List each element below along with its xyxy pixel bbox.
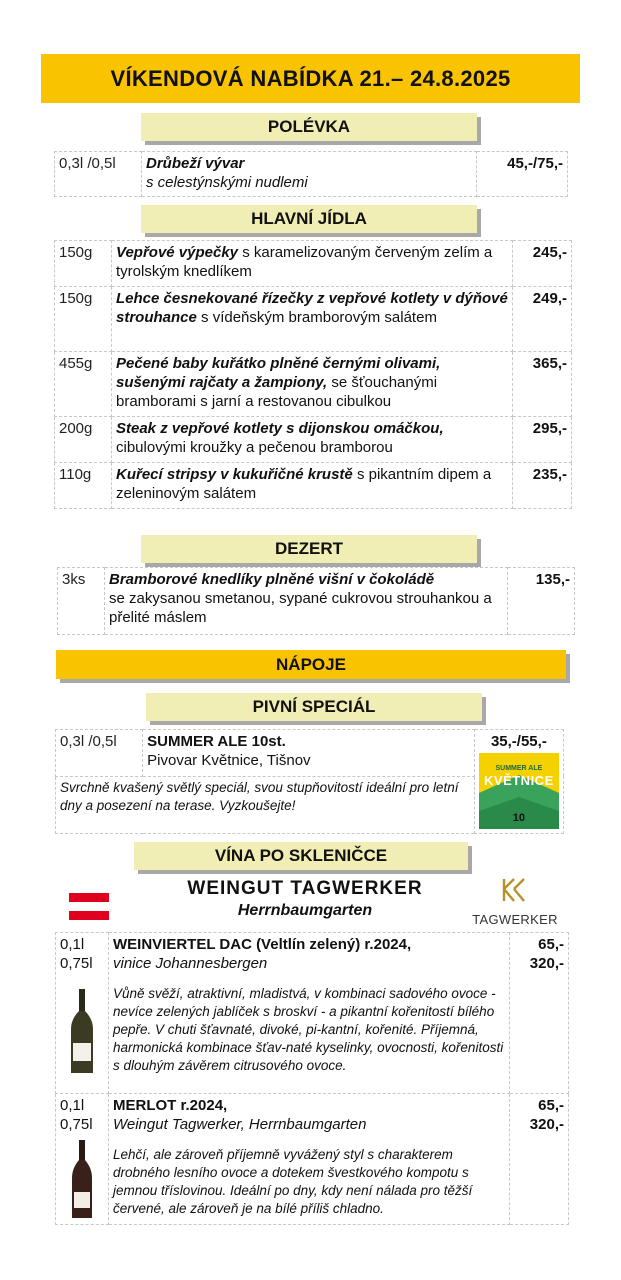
item-text: [142, 152, 477, 197]
item-price: 65,-: [538, 936, 564, 953]
item-desc: s vídeňským bramborovým salátem: [196, 309, 437, 326]
wine-qty-cell: [56, 933, 109, 1094]
beer-label-top: SUMMER ALE: [495, 765, 543, 772]
menu-row: [55, 287, 572, 352]
winery-header: [120, 878, 490, 920]
dessert-heading: DEZERT: [141, 535, 477, 563]
beer-heading: PIVNÍ SPECIÁL: [146, 693, 482, 721]
item-name: Kuřecí stripsy v kukuřičné krustě: [116, 466, 353, 483]
item-price: 320,-: [529, 1116, 564, 1133]
item-sub: Weingut Tagwerker, Herrnbaumgarten: [113, 1116, 367, 1133]
menu-row: [56, 933, 569, 1094]
item-qty: 0,75l: [60, 955, 93, 972]
item-name: Drůbeží vývar: [146, 155, 245, 172]
red-wine-bottle-icon: [68, 1140, 96, 1220]
item-name: SUMMER ALE 10st.: [147, 733, 286, 750]
item-qty: 150g: [55, 287, 112, 352]
wine-qty-cell: [56, 1094, 109, 1225]
item-desc: cibulovými kroužky a pečenou bramborou: [116, 439, 393, 456]
item-name: Lehce česnekované řízečky z vepřové kotlety v dýňové strouhance: [116, 290, 508, 326]
item-desc: Svrchně kvašený světlý speciál, svou stupňovitostí ideální pro letní dny a posezení na terase. Vyzkoušejte!: [56, 776, 475, 833]
item-name: Bramborové knedlíky plněné višní v čokoládě: [109, 571, 435, 588]
tagwerker-logo: [470, 877, 560, 927]
item-text: [112, 241, 513, 287]
menu-row: [55, 352, 572, 417]
item-text: [143, 730, 475, 777]
menu-row: [55, 417, 572, 463]
item-desc: s celestýnskými nudlemi: [146, 174, 308, 191]
item-name: Vepřové výpečky: [116, 244, 239, 261]
wines-heading: VÍNA PO SKLENIČCE: [134, 842, 468, 870]
tagwerker-logo-icon: [498, 877, 532, 905]
page-title: VÍKENDOVÁ NABÍDKA 21.– 24.8.2025: [41, 54, 580, 103]
beer-table: [55, 729, 564, 834]
item-price: 249,-: [513, 287, 572, 352]
item-qty: 200g: [55, 417, 112, 463]
item-text: [105, 568, 508, 635]
item-sub: vinice Johannesbergen: [113, 955, 268, 972]
item-price: 320,-: [529, 955, 564, 972]
item-name: MERLOT r.2024,: [113, 1097, 228, 1114]
item-qty: 455g: [55, 352, 112, 417]
soup-heading: POLÉVKA: [141, 113, 477, 141]
item-text: [112, 417, 513, 463]
mains-heading: HLAVNÍ JÍDLA: [141, 205, 477, 233]
item-qty: 110g: [55, 463, 112, 509]
menu-row: [58, 568, 575, 635]
item-text: [112, 287, 513, 352]
item-text: [112, 463, 513, 509]
item-price: 235,-: [513, 463, 572, 509]
item-qty: 0,3l /0,5l: [55, 152, 142, 197]
item-price: 65,-: [538, 1097, 564, 1114]
item-desc: se zakysanou smetanou, sypané cukrovou strouhankou a přelité máslem: [109, 590, 492, 626]
item-brewery: Pivovar Květnice, Tišnov: [147, 752, 311, 769]
wine-text-cell: [109, 1094, 510, 1225]
winery-name: WEINGUT TAGWERKER: [187, 878, 423, 899]
item-price: 35,-/55,-: [490, 733, 547, 750]
item-desc: Lehčí, ale zároveň příjemně vyvážený styl s charakterem drobného lesního ovoce a dotekem švestkového kompotu s jemnou tříslovinou. Ideální po dny, kdy není nálada pro těžší červené, ale zároveň je na bílé příliš chladno.: [113, 1147, 473, 1216]
item-qty: 0,1l: [60, 936, 85, 953]
austria-flag-icon: [69, 893, 109, 920]
wine-price-cell: [510, 1094, 569, 1225]
item-qty: 3ks: [58, 568, 105, 635]
item-desc: Vůně svěží, atraktivní, mladistvá, v kombinaci sadového ovoce - nevíce zelených jablíček s broskví - a pikantní kořenitostí bílého pepře. V chuti šťavnaté, divoké, pi-kantní, kořenité. Příjemná, harmonická kombinace šťav-naté kyselinky, ovocnosti, kořenitosti s dlouhým závěrem citrusového ovoce.: [113, 986, 504, 1073]
item-desc: s pikantním dipem a zeleninovým salátem: [116, 466, 492, 502]
beer-label-name: KVĚTNICE: [484, 773, 554, 788]
item-name: WEINVIERTEL DAC (Veltlín zelený) r.2024,: [113, 936, 412, 953]
beer-price-cell: [474, 730, 563, 834]
white-wine-bottle-icon: [67, 989, 97, 1075]
item-qty: 150g: [55, 241, 112, 287]
mains-table: [54, 240, 572, 509]
logo-text: TAGWERKER: [472, 912, 558, 927]
item-price: 135,-: [508, 568, 575, 635]
wines-table: [55, 932, 569, 1225]
item-qty: 0,3l /0,5l: [56, 730, 143, 777]
item-qty: 0,75l: [60, 1116, 93, 1133]
item-price: 365,-: [513, 352, 572, 417]
item-desc: s karamelizovaným červeným zelím a tyrolským knedlíkem: [116, 244, 493, 280]
winery-place: Herrnbaumgarten: [237, 902, 373, 919]
menu-row: [55, 241, 572, 287]
item-qty: 0,1l: [60, 1097, 85, 1114]
item-price: 295,-: [513, 417, 572, 463]
menu-row: [56, 1094, 569, 1225]
menu-row: [55, 463, 572, 509]
item-desc: se šťouchanými bramborami s jarní a restovanou cibulkou: [116, 374, 438, 410]
wine-price-cell: [510, 933, 569, 1094]
item-price: 245,-: [513, 241, 572, 287]
drinks-heading: NÁPOJE: [56, 650, 566, 679]
dessert-table: [57, 567, 575, 635]
menu-row: [55, 152, 568, 197]
item-name: Steak z vepřové kotlety s dijonskou omáčkou,: [116, 420, 444, 437]
menu-row: [56, 730, 564, 777]
soup-table: [54, 151, 568, 197]
beer-label-num: 10: [512, 812, 526, 824]
item-name: Pečené baby kuřátko plněné černými olivami, sušenými rajčaty a žampiony,: [116, 355, 441, 391]
wine-text-cell: [109, 933, 510, 1094]
item-price: 45,-/75,-: [477, 152, 568, 197]
beer-label-image: [479, 753, 559, 829]
item-text: [112, 352, 513, 417]
